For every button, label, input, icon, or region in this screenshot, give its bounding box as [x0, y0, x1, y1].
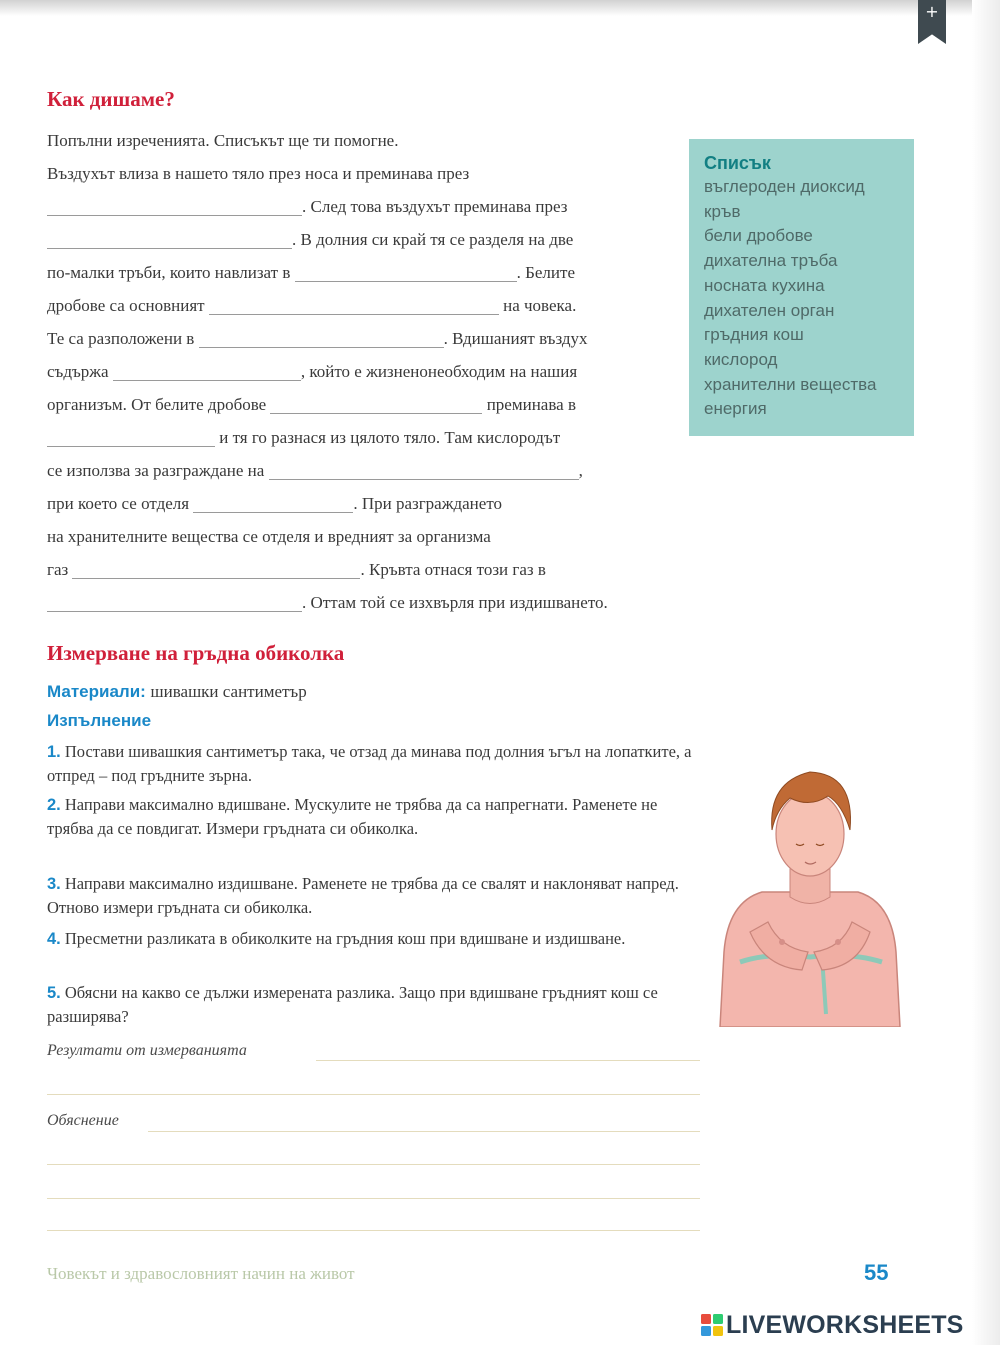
- answer-blank-9[interactable]: [269, 461, 579, 480]
- passage-line-1: [47, 163, 687, 185]
- step-number: 5.: [47, 984, 61, 1002]
- passage-line-11: [47, 493, 687, 515]
- passage-text: . При разграждането: [353, 494, 503, 513]
- step-number: 3.: [47, 875, 61, 893]
- passage-text: газ: [47, 560, 69, 579]
- passage-text: ,: [578, 461, 583, 480]
- explanation-answer-line[interactable]: [47, 1230, 700, 1231]
- passage-line-13: [47, 559, 687, 581]
- step-text: Постави шивашкия сантиметър така, че отзад да минава под долния ъгъл на лопатките, а отпред – под гръдните зърна.: [47, 742, 692, 785]
- passage-line-8: [47, 394, 687, 416]
- word-list-item: бели дробове: [704, 226, 813, 246]
- answer-blank-10[interactable]: [193, 494, 353, 513]
- passage-text: по-малки тръби, които навлизат в: [47, 263, 291, 282]
- word-list-item: дихателен орган: [704, 300, 835, 320]
- word-list-item: енергия: [704, 399, 767, 419]
- answer-blank-2[interactable]: [47, 230, 292, 249]
- brand-watermark: [700, 1309, 992, 1341]
- plus-icon[interactable]: +: [925, 2, 939, 21]
- answer-blank-7[interactable]: [270, 395, 482, 414]
- step-number: 1.: [47, 743, 61, 761]
- answer-blank-4[interactable]: [209, 296, 499, 315]
- passage-line-12: [47, 526, 687, 548]
- section-title-chest-measure: Измерване на гръдна обиколка: [47, 641, 345, 665]
- page-edge: [972, 0, 1000, 1345]
- section-title-breathing: Как дишаме?: [47, 87, 175, 111]
- materials-label: Материали:: [47, 682, 146, 701]
- passage-text: на човека.: [503, 296, 577, 315]
- word-list-item: кислород: [704, 349, 778, 369]
- answer-blank-3[interactable]: [295, 263, 517, 282]
- results-answer-line[interactable]: [316, 1060, 700, 1061]
- step-5: [47, 981, 692, 1029]
- step-text: Пресметни разликата в обиколките на гръдния кош при вдишване и издишване.: [64, 929, 626, 948]
- word-list-item: въглероден диоксид: [704, 177, 865, 196]
- passage-line-6: [47, 328, 687, 350]
- step-number: 4.: [47, 930, 61, 948]
- passage-text: . Кръвта отнася този газ в: [360, 560, 546, 579]
- step-text: Обясни на какво се дължи измерената разлика. Защо при вдишване гръдният кош се разширява?: [47, 983, 658, 1026]
- passage-line-7: [47, 361, 687, 383]
- answer-blank-5[interactable]: [199, 329, 444, 348]
- explanation-answer-line[interactable]: [148, 1131, 700, 1132]
- step-text: Направи максимално издишване. Раменете не трябва да се свалят и наклоняват напред. Отново измери гръдната си обиколка.: [47, 874, 679, 917]
- passage-line-4: [47, 262, 687, 284]
- materials-line: [47, 682, 307, 702]
- answer-blank-12[interactable]: [47, 593, 302, 612]
- step-2: [47, 793, 692, 841]
- passage-text: . В долния си край тя се разделя на две: [292, 230, 574, 249]
- step-3: [47, 872, 692, 920]
- passage-text: . Вдишаният въздух: [443, 329, 588, 348]
- passage-text: . След това въздухът преминава през: [302, 197, 568, 216]
- word-list-item: дихателна тръба: [704, 251, 838, 271]
- passage-text: дробове са основният: [47, 296, 205, 315]
- answer-blank-8[interactable]: [47, 428, 215, 447]
- passage-text: . Белите: [516, 263, 575, 282]
- passage-line-5: [47, 295, 687, 317]
- explanation-answer-line[interactable]: [47, 1198, 700, 1199]
- word-list-title: Списък: [704, 153, 771, 173]
- step-1: [47, 740, 692, 788]
- word-list-box: [689, 139, 914, 436]
- passage-text: организъм. От белите дробове: [47, 395, 267, 414]
- step-4: [47, 927, 692, 951]
- passage-text: Те са разположени в: [47, 329, 195, 348]
- passage-line-3: [47, 229, 687, 251]
- answer-blank-11[interactable]: [72, 560, 360, 579]
- passage-line-10: [47, 460, 687, 482]
- passage-text: и тя го разнася из цялото тяло. Там кислородът: [219, 428, 561, 447]
- brand-logo-icon: [700, 1313, 724, 1337]
- results-label: Резултати от измерванията: [47, 1042, 247, 1059]
- passage-line-2: [47, 196, 687, 218]
- step-text: Направи максимално вдишване. Мускулите не трябва да са напрегнати. Раменете не трябва да се повдигат. Измери гръдната си обиколка.: [47, 795, 658, 838]
- explanation-answer-line[interactable]: [47, 1164, 700, 1165]
- passage-text: преминава в: [486, 395, 576, 414]
- page-number: 55: [864, 1260, 889, 1285]
- passage-text: , който е жизненонеобходим на нашия: [300, 362, 578, 381]
- word-list-item: гръдния кош: [704, 325, 804, 345]
- passage-line-14: [47, 592, 687, 614]
- materials-value: шивашки сантиметър: [150, 682, 307, 701]
- passage-text: при което се отделя: [47, 494, 190, 513]
- passage-text: . Оттам той се изхвърля при издишването.: [302, 593, 608, 612]
- word-list-item: кръв: [704, 201, 741, 221]
- answer-blank-6[interactable]: [113, 362, 301, 381]
- explanation-label: Обяснение: [47, 1112, 119, 1129]
- step-number: 2.: [47, 796, 61, 814]
- brand-name: LIVEWORKSHEETS: [726, 1310, 964, 1339]
- answer-blank-1[interactable]: [47, 197, 302, 216]
- passage-text: съдържа: [47, 362, 109, 381]
- instruction-text: Попълни изреченията. Списъкът ще ти помогне.: [47, 131, 399, 150]
- word-list-item: носната кухина: [704, 275, 825, 295]
- word-list-item: хранителни вещества: [704, 374, 877, 394]
- footer-title: Човекът и здравословният начин на живот: [47, 1264, 355, 1283]
- passage-text: се използва за разграждане на: [47, 461, 265, 480]
- results-answer-line[interactable]: [47, 1094, 700, 1095]
- execution-label: Изпълнение: [47, 711, 152, 730]
- passage-text: на хранителните вещества се отделя и вредният за организма: [47, 527, 491, 546]
- top-shadow: [0, 0, 1000, 16]
- chest-measure-illustration: [710, 752, 910, 1027]
- passage-line-9: [47, 427, 687, 449]
- passage-text: Въздухът влиза в нашето тяло през носа и преминава през: [47, 164, 470, 183]
